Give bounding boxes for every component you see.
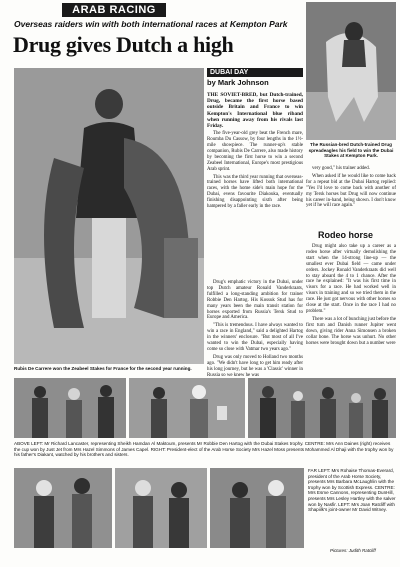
race-photo (306, 2, 396, 140)
race-photo-image (306, 2, 396, 140)
trophy-photo-left (14, 378, 126, 438)
headline: Drug gives Dutch a high (13, 32, 234, 57)
byline-label: DUBAI DAY (207, 68, 303, 77)
section-banner: ARAB RACING (62, 3, 166, 17)
article-paragraph: very good," his trainer added. (312, 166, 370, 171)
article-paragraph: The five-year-old grey beat the French mare, Roumba Du Cassow, by four lengths in the 1½-mile showpiece. The runner-up's stable companion, Rubis De Carrere, also made history by becoming the first horse to win a second Zeabeel International, Europe's most prestigious Arab sprint. (207, 131, 303, 172)
presentation-photo-1 (14, 468, 112, 548)
subhead: Rodeo horse (318, 230, 374, 240)
main-photo-image (14, 68, 204, 364)
trophy-photo-centre-image (129, 378, 245, 438)
trophy-photo-left-image (14, 378, 126, 438)
article-paragraph: "This is tremendous. I have always wanted to win a race in England," said a delighted Hartog in the winners' enclosure. "But most of all I've wanted to win the Dubai, especially having come so close with Vatmar two years ago." (207, 323, 303, 352)
article-paragraph: Drug was only moved to Holland two months ago. "We didn't have long to get him ready after his long journey, but he was a 'Classic' winner in Russia so we knew he was (207, 354, 303, 378)
presentation-photo-2-image (115, 468, 207, 548)
presentation-photo-3-image (210, 468, 304, 548)
article-paragraph: There was a lot of bunching just before the first turn and Danish runner Jupiter went down, giving rider Anna Simonsen a broken collar bone. The horse was unhurt. No other horses were brought down but a number were (306, 316, 396, 346)
presentation-photo-2 (115, 468, 207, 548)
byline (207, 68, 303, 87)
trophy-photo-right (248, 378, 396, 438)
trophy-photo-centre (129, 378, 245, 438)
trophy-photo-right-image (248, 378, 396, 438)
presentation-photo-1-image (14, 468, 112, 548)
article-column-2 (207, 280, 303, 378)
article-paragraph: Drug might also take up a career as a rodeo horse after virtually demolishing the start when the 14-strong line-up — the smallest ever Dubai field — came under orders. Jockey Ronald Vanderkraats did well to stay aboard the 4 to 1 chance. After the race he explained: "It was his first time in visors for a race. He had worked well in visors in training and so we tried them in the race. He just got nervous with other horses so close at the start. Once in the race I had no problem." (306, 244, 396, 314)
presentation-photo-3 (210, 468, 304, 548)
byline-author: by Mark Johnson (207, 78, 269, 87)
photo-credit: Pictures: Judith Ratcliff (330, 548, 376, 553)
article-paragraph: When asked if he would like to come back for a repeat bid at the Dubai Hartog replied: "Yes I'd love to come back with another of my Tersk horses but Drug will now continue his career in-hand, being shown. I don't know yet if he will race again." (306, 173, 396, 209)
article-paragraph: This was the third year running that overseas-trained horses have lifted both international races, with the home side's main hope for the Dubai, evens favourite Diakouka, eventually finishing disappointing sixth after being hampered by a faller early in the race. (207, 174, 303, 210)
race-photo-caption: The Russian-bred Dutch-trained Drug spreadeagles his field to win the Dubai Stakes at Kempton Park. (308, 142, 394, 159)
kicker: Overseas raiders win with both international races at Kempton Park (14, 19, 288, 29)
article-column-4 (306, 244, 396, 374)
main-photo (14, 68, 204, 364)
main-photo-caption: Rubis De Carrere won the Zeabeel Stakes for France for the second year running. (14, 366, 192, 371)
middle-caption: ABOVE LEFT: Mr Richard Lancaster, representing Sheikh Hamdan Al Maktoum, presents Mr Robbie Den Hartog with the Dubai Stakes trophy. CENTRE: Mrs Ann Daines (right) receives the cup won by Just Jet from Mrs Hazel Simmons of James Capel. RIGHT: President-elect of the Arab Horse Society Mrs Hazel Moss presents Mohammed Al Dhaji with the trophy won by his father's Diakant, watched by his brothers and sisters. (14, 441, 394, 458)
article-column-3 (306, 166, 396, 228)
article-paragraph: Drug's emphatic victory in the Dubai, under top Dutch amateur Ronald Vanderkraats, fulfilled a long-standing ambition for trainer Robbie Den Hartog. His Kossuk Stud has for many years been the main transit station for horses exported from Russia's Tersk Stud to Europe and America. (207, 280, 303, 321)
article-column-1 (207, 92, 303, 278)
article-paragraph: THE SOVIET-BRED, but Dutch-trained, Drug, became the first horse based outside Britain and France to win Kempton's International blue riband when running away from his rivals last Friday. (207, 92, 303, 130)
far-left-caption: FAR LEFT: Mrs Rohaise Thomas-Everard, president of the Arab Horse Society, presents Mrs Barbara McLaughlin with the trophy won by Scottish Express. CENTRE: Mrs Esme Cannons, representing DunHill, presents Mrs Lesley Hartley with the salver won by Nasfir. LEFT: Mrs Joan Ratcliff with Shapiilk's joint-owner Mr David Witney. (308, 468, 396, 513)
